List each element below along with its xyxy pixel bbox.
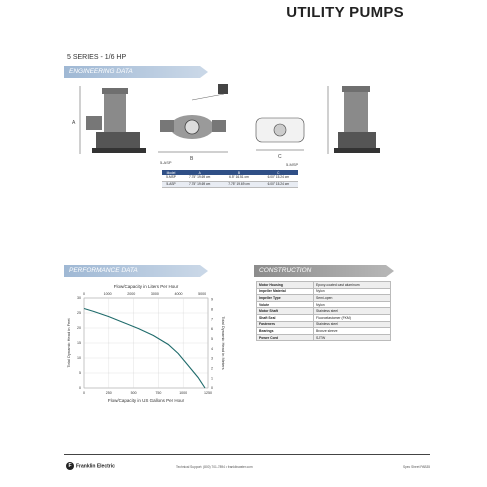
- dim-cell: 6.00" 15.24 cm: [259, 181, 298, 188]
- dim-cell: 7.75" 19.69 cm: [180, 181, 219, 188]
- y-tick-label: 20: [77, 326, 81, 331]
- construction-key: Impeller Material: [257, 288, 314, 295]
- x-tick-label: 250: [105, 391, 112, 395]
- franklin-logo-icon: F: [66, 462, 74, 470]
- y2-tick-label: 8: [211, 307, 213, 312]
- construction-key: Motor Shaft: [257, 308, 314, 315]
- dim-header-b: B: [219, 170, 258, 175]
- table-row: [257, 314, 391, 321]
- dim-a-label: A: [72, 120, 76, 126]
- msp-model-label: 5-MSP: [286, 162, 299, 167]
- table-row: [257, 301, 391, 308]
- construction-value: SJTW: [314, 334, 391, 341]
- x-tick-label: 750: [155, 391, 162, 395]
- y2-tick-label: 0: [211, 386, 213, 391]
- y2-tick-label: 3: [211, 356, 213, 361]
- performance-data-header: PERFORMANCE DATA: [64, 265, 200, 277]
- dim-cell: 6.5" 16.51 cm: [219, 175, 258, 181]
- dim-cell: 6.00" 15.24 cm: [259, 175, 298, 181]
- construction-value: Semi-open: [314, 295, 391, 302]
- dim-cell: 5-MSP: [162, 175, 180, 181]
- chart-y2-label: Total Dynamic Head in Meters: [221, 316, 226, 370]
- dim-cell: 5-ASP: [162, 181, 180, 188]
- asp-model-label: 5-ASP: [160, 160, 172, 165]
- dim-header-c: C: [259, 170, 298, 175]
- y-tick-label: 0: [79, 386, 81, 391]
- construction-key: Fasteners: [257, 321, 314, 328]
- dim-header-a: A: [180, 170, 219, 175]
- table-row: [257, 288, 391, 295]
- chart-y-label: Total Dynamic Head in Feet: [66, 318, 71, 368]
- x2-tick-label: 3000: [150, 292, 159, 296]
- x2-tick-label: 5000: [198, 292, 207, 296]
- footer-divider: [64, 454, 430, 455]
- construction-key: Impeller Type: [257, 295, 314, 302]
- construction-value: Stainless steel: [314, 308, 391, 315]
- table-row: [257, 321, 391, 328]
- table-row: [257, 282, 391, 289]
- construction-header: CONSTRUCTION: [254, 265, 386, 277]
- performance-chart: [62, 278, 234, 408]
- x2-tick-label: 2000: [127, 292, 136, 296]
- dimension-table: [162, 170, 298, 188]
- construction-key: Bearings: [257, 328, 314, 335]
- construction-key: Motor Housing: [257, 282, 314, 289]
- y2-tick-label: 6: [211, 327, 213, 332]
- dim-cell: 7.75" 19.69 cm: [180, 175, 219, 181]
- construction-table: [256, 281, 391, 341]
- spec-sheet-number: Spec Sheet PAB35: [403, 465, 431, 469]
- construction-value: Nylon: [314, 288, 391, 295]
- pump-top-view-msp-drawing: [250, 110, 312, 170]
- construction-key: Volute: [257, 301, 314, 308]
- construction-value: Bronze sleeve: [314, 328, 391, 335]
- construction-key: Shaft Seal: [257, 314, 314, 321]
- y2-tick-label: 1: [211, 376, 213, 381]
- x2-tick-label: 4000: [174, 292, 183, 296]
- table-row: [257, 334, 391, 341]
- x2-tick-label: 1000: [103, 292, 112, 296]
- construction-value: Stainless steel: [314, 321, 391, 328]
- pump-top-view-asp-drawing: [152, 80, 247, 166]
- dim-cell: 7.75" 19.69 cm: [219, 181, 258, 188]
- x-tick-label: 500: [130, 391, 137, 395]
- dim-header-model: Model: [162, 170, 180, 175]
- y2-tick-label: 4: [211, 346, 213, 351]
- construction-value: Nylon: [314, 301, 391, 308]
- support-text: Technical Support: (800) 701-7894 • franklinwater.com: [176, 465, 253, 469]
- y2-tick-label: 5: [211, 336, 213, 341]
- page-title: UTILITY PUMPS: [286, 4, 404, 21]
- construction-value: Fluoroelastomer (FKM): [314, 314, 391, 321]
- y2-tick-label: 2: [211, 366, 213, 371]
- table-row: [162, 181, 298, 188]
- brand-name: Franklin Electric: [76, 463, 115, 470]
- y2-tick-label: 9: [211, 297, 213, 302]
- x-tick-label: 0: [83, 391, 85, 395]
- engineering-data-header: ENGINEERING DATA: [64, 66, 200, 78]
- y-tick-label: 5: [79, 371, 81, 376]
- y-tick-label: 25: [77, 311, 81, 316]
- pump-side-view-drawing: [66, 82, 161, 162]
- table-row: [257, 328, 391, 335]
- construction-key: Power Cord: [257, 334, 314, 341]
- performance-curve: [84, 309, 205, 389]
- series-label: 5 SERIES - 1/6 HP: [67, 54, 127, 61]
- brand-logo: [66, 462, 115, 470]
- dim-b-label: B: [190, 156, 194, 162]
- y2-tick-label: 7: [211, 317, 213, 322]
- construction-value: Epoxy-coated cast aluminum: [314, 282, 391, 289]
- y-tick-label: 30: [77, 296, 81, 301]
- y-tick-label: 15: [77, 341, 81, 346]
- table-row: [257, 308, 391, 315]
- x-tick-label: 1000: [179, 391, 188, 395]
- x-tick-label: 1250: [204, 391, 212, 395]
- chart-x-label: Flow/Capacity in US Gallons Per Hour: [107, 398, 185, 403]
- chart-x2-label: Flow/Capacity in Liters Per Hour: [113, 284, 179, 289]
- y-tick-label: 10: [77, 356, 81, 361]
- table-row: [257, 295, 391, 302]
- x2-tick-label: 0: [83, 292, 85, 296]
- dim-c-label: C: [278, 154, 282, 160]
- pump-front-view-drawing: [322, 82, 390, 162]
